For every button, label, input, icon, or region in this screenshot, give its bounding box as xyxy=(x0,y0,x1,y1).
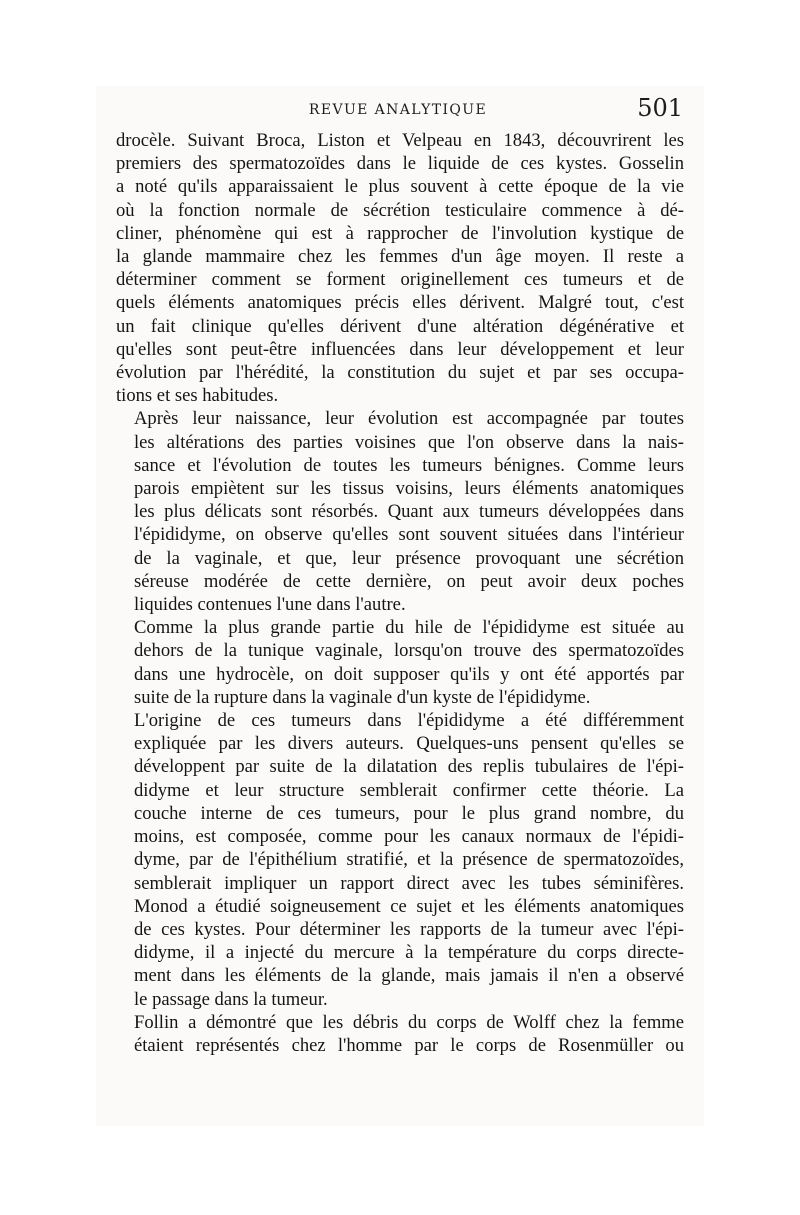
text-line: où la fonction normale de sécrétion testiculaire commence à dé- xyxy=(116,199,684,221)
text-line: étaient représentés chez l'homme par le corps de Rosenmüller ou xyxy=(134,1034,684,1056)
text-line: drocèle. Suivant Broca, Liston et Velpeau en 1843, découvrirent les xyxy=(116,130,684,151)
running-title: REVUE ANALYTIQUE xyxy=(308,102,488,118)
text-line: semblerait impliquer un rapport direct avec les tubes séminifères. xyxy=(134,872,684,894)
paragraph-4 xyxy=(116,709,684,1011)
paragraph-3 xyxy=(116,616,684,709)
text-line: de ces kystes. Pour déterminer les rapports de la tumeur avec l'épi- xyxy=(134,918,684,940)
text-line: quels éléments anatomiques précis elles dérivent. Malgré tout, c'est xyxy=(116,292,684,314)
body-text xyxy=(116,129,684,1057)
page-header xyxy=(113,94,683,128)
text-line: de la vaginale, et que, leur présence provoquant une sécrétion xyxy=(134,547,684,569)
text-line: didyme, il a injecté du mercure à la température du corps directe- xyxy=(134,942,684,964)
page-number: 501 xyxy=(637,94,683,122)
text-line: les altérations des parties voisines que l'on observe dans la nais- xyxy=(134,431,684,453)
text-line: ment dans les éléments de la glande, mais jamais il n'en a observé xyxy=(134,965,684,987)
text-line: suite de la rupture dans la vaginale d'un kyste de l'épididyme. xyxy=(134,686,591,708)
text-line: L'origine de ces tumeurs dans l'épididyme a été différemment xyxy=(134,710,684,732)
text-line: développent par suite de la dilatation des replis tubulaires de l'épi- xyxy=(134,756,684,778)
text-line: premiers des spermatozoïdes dans le liquide de ces kystes. Gosselin xyxy=(116,153,684,175)
text-line: couche interne de ces tumeurs, pour le plus grand nombre, du xyxy=(134,802,684,824)
paragraph-2 xyxy=(116,407,684,616)
text-line: sance et l'évolution de toutes les tumeurs bénignes. Comme leurs xyxy=(134,454,684,476)
text-line: évolution par l'hérédité, la constitution du sujet et par ses occupa- xyxy=(116,362,684,384)
text-line: parois empiètent sur les tissus voisins, leurs éléments anatomiques xyxy=(134,478,684,500)
text-line: dyme, par de l'épithélium stratifié, et la présence de spermatozoïdes, xyxy=(134,849,684,871)
text-line: déterminer comment se forment originellement ces tumeurs et de xyxy=(116,269,684,291)
text-line: expliquée par les divers auteurs. Quelques-uns pensent qu'elles se xyxy=(134,733,684,755)
text-line: dehors de la tunique vaginale, lorsqu'on trouve des spermatozoïdes xyxy=(134,640,684,662)
text-line: liquides contenues l'une dans l'autre. xyxy=(134,594,406,616)
text-line: Monod a étudié soigneusement ce sujet et les éléments anatomiques xyxy=(134,895,684,917)
text-line: Follin a démontré que les débris du corps de Wolff chez la femme xyxy=(134,1011,684,1033)
text-line: tions et ses habitudes. xyxy=(116,385,279,407)
text-line: les plus délicats sont résorbés. Quant aux tumeurs développées dans xyxy=(134,501,684,523)
text-line: Après leur naissance, leur évolution est accompagnée par toutes xyxy=(134,408,684,430)
text-line: didyme et leur structure semblerait confirmer cette théorie. La xyxy=(134,779,684,801)
paragraph-5 xyxy=(116,1011,684,1057)
text-line: l'épididyme, on observe qu'elles sont souvent situées dans l'intérieur xyxy=(134,524,684,546)
text-line: a noté qu'ils apparaissaient le plus souvent à cette époque de la vie xyxy=(116,176,684,198)
text-line: cliner, phénomène qui est à rapprocher de l'involution kystique de xyxy=(116,222,684,244)
text-line: qu'elles sont peut-être influencées dans leur développement et leur xyxy=(116,338,684,360)
text-line: séreuse modérée de cette dernière, on peut avoir deux poches xyxy=(134,570,684,592)
text-line: moins, est composée, comme pour les canaux normaux de l'épidi- xyxy=(134,826,684,848)
text-line: dans une hydrocèle, on doit supposer qu'ils y ont été apportés par xyxy=(134,663,684,685)
text-line: la glande mammaire chez les femmes d'un âge moyen. Il reste a xyxy=(116,246,684,268)
paragraph-1 xyxy=(116,129,684,407)
text-line: Comme la plus grande partie du hile de l'épididyme est située au xyxy=(134,617,684,639)
text-line: un fait clinique qu'elles dérivent d'une altération dégénérative et xyxy=(116,315,684,337)
text-line: le passage dans la tumeur. xyxy=(134,988,328,1010)
